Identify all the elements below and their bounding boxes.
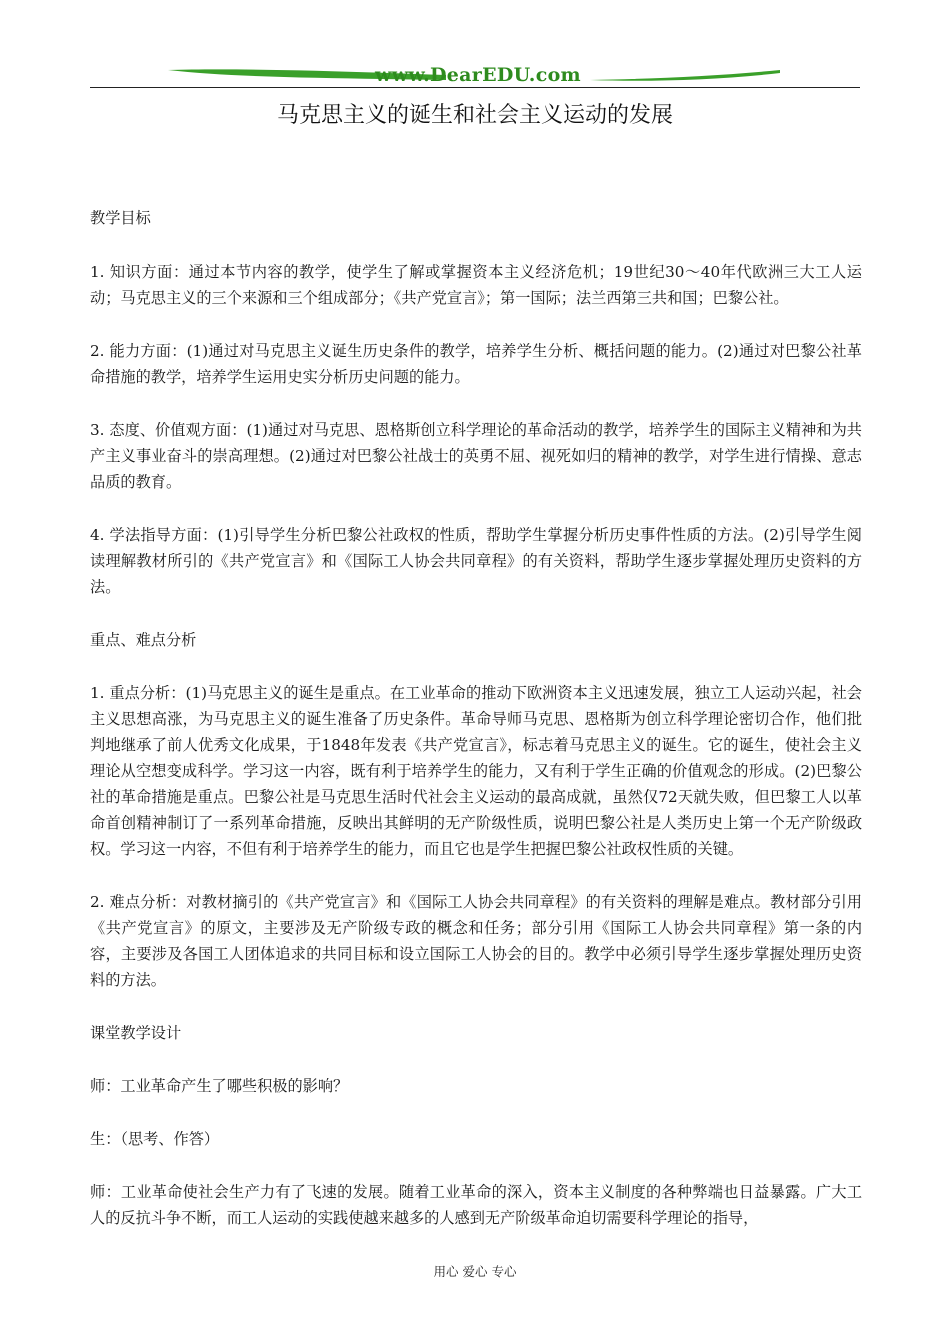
header-rule xyxy=(90,87,860,88)
paragraph-method: 4. 学法指导方面：(1)引导学生分析巴黎公社政权的性质，帮助学生掌握分析历史事件性质的方法。(2)引导学生阅读理解教材所引的《共产党宣言》和《国际工人协会共同章程》的有关资料，帮助学生逐步掌握处理历史资料的方法。 xyxy=(90,526,862,596)
site-header xyxy=(90,60,860,90)
dialogue-teacher-explanation: 师：工业革命使社会生产力有了飞速的发展。随着工业革命的深入，资本主义制度的各种弊端也日益暴露。广大工人的反抗斗争不断，而工人运动的实践使越来越多的人感到无产阶级革命迫切需要科学理论的指导， xyxy=(90,1183,862,1227)
right-swoosh-decoration xyxy=(590,68,780,82)
dialogue-student-answer: 生：（思考、作答） xyxy=(90,1130,220,1148)
page-footer: 用心 爱心 专心 xyxy=(433,1264,517,1279)
paragraph-ability: 2. 能力方面：(1)通过对马克思主义诞生历史条件的教学，培养学生分析、概括问题的能力。(2)通过对巴黎公社革命措施的教学，培养学生运用史实分析历史问题的能力。 xyxy=(90,342,862,386)
section-heading-key-points: 重点、难点分析 xyxy=(90,631,197,649)
paragraph-attitude: 3. 态度、价值观方面：(1)通过对马克思、恩格斯创立科学理论的革命活动的教学，培养学生的国际主义精神和为共产主义事业奋斗的崇高理想。(2)通过对巴黎公社战士的英勇不屈、视死如归的精神的教学，对学生进行情操、意志品质的教育。 xyxy=(90,421,862,491)
document-title: 马克思主义的诞生和社会主义运动的发展 xyxy=(276,103,673,128)
paragraph-difficulty-analysis: 2. 难点分析：对教材摘引的《共产党宣言》和《国际工人协会共同章程》的有关资料的理解是难点。教材部分引用《共产党宣言》的原文，主要涉及无产阶级专政的概念和任务；部分引用《国际工人协会共同章程》第一条的内容，主要涉及各国工人团体追求的共同目标和设立国际工人协会的目的。教学中必须引导学生逐步掌握处理历史资料的方法。 xyxy=(90,893,862,989)
section-heading-class-design: 课堂教学设计 xyxy=(90,1024,182,1042)
paragraph-key-analysis: 1. 重点分析：(1)马克思主义的诞生是重点。在工业革命的推动下欧洲资本主义迅速发展，独立工人运动兴起，社会主义思想高涨，为马克思主义的诞生准备了历史条件。革命导师马克思、恩格斯为创立科学理论密切合作，他们批判地继承了前人优秀文化成果，于1848年发表《共产党宣言》，标志着马克思主义的诞生。它的诞生，使社会主义理论从空想变成科学。学习这一内容，既有利于培养学生的能力，又有利于学生正确的价值观念的形成。(2)巴黎公社的革命措施是重点。巴黎公社是马克思生活时代社会主义运动的最高成就，虽然仅72天就失败，但巴黎工人以革命首创精神制订了一系列革命措施，反映出其鲜明的无产阶级性质，说明巴黎公社是人类历史上第一个无产阶级政权。学习这一内容，不但有利于培养学生的能力，而且它也是学生把握巴黎公社政权性质的关键。 xyxy=(90,684,862,858)
document-body xyxy=(90,205,862,1231)
paragraph-knowledge: 1. 知识方面：通过本节内容的教学，使学生了解或掌握资本主义经济危机；19世纪30～40年代欧洲三大工人运动；马克思主义的三个来源和三个组成部分；《共产党宣言》；第一国际；法兰西第三共和国；巴黎公社。 xyxy=(90,263,862,307)
site-logo[interactable]: www.DearEDU.com xyxy=(375,64,581,86)
dialogue-teacher-question: 师：工业革命产生了哪些积极的影响？ xyxy=(90,1077,349,1095)
section-heading-objectives: 教学目标 xyxy=(90,209,151,227)
